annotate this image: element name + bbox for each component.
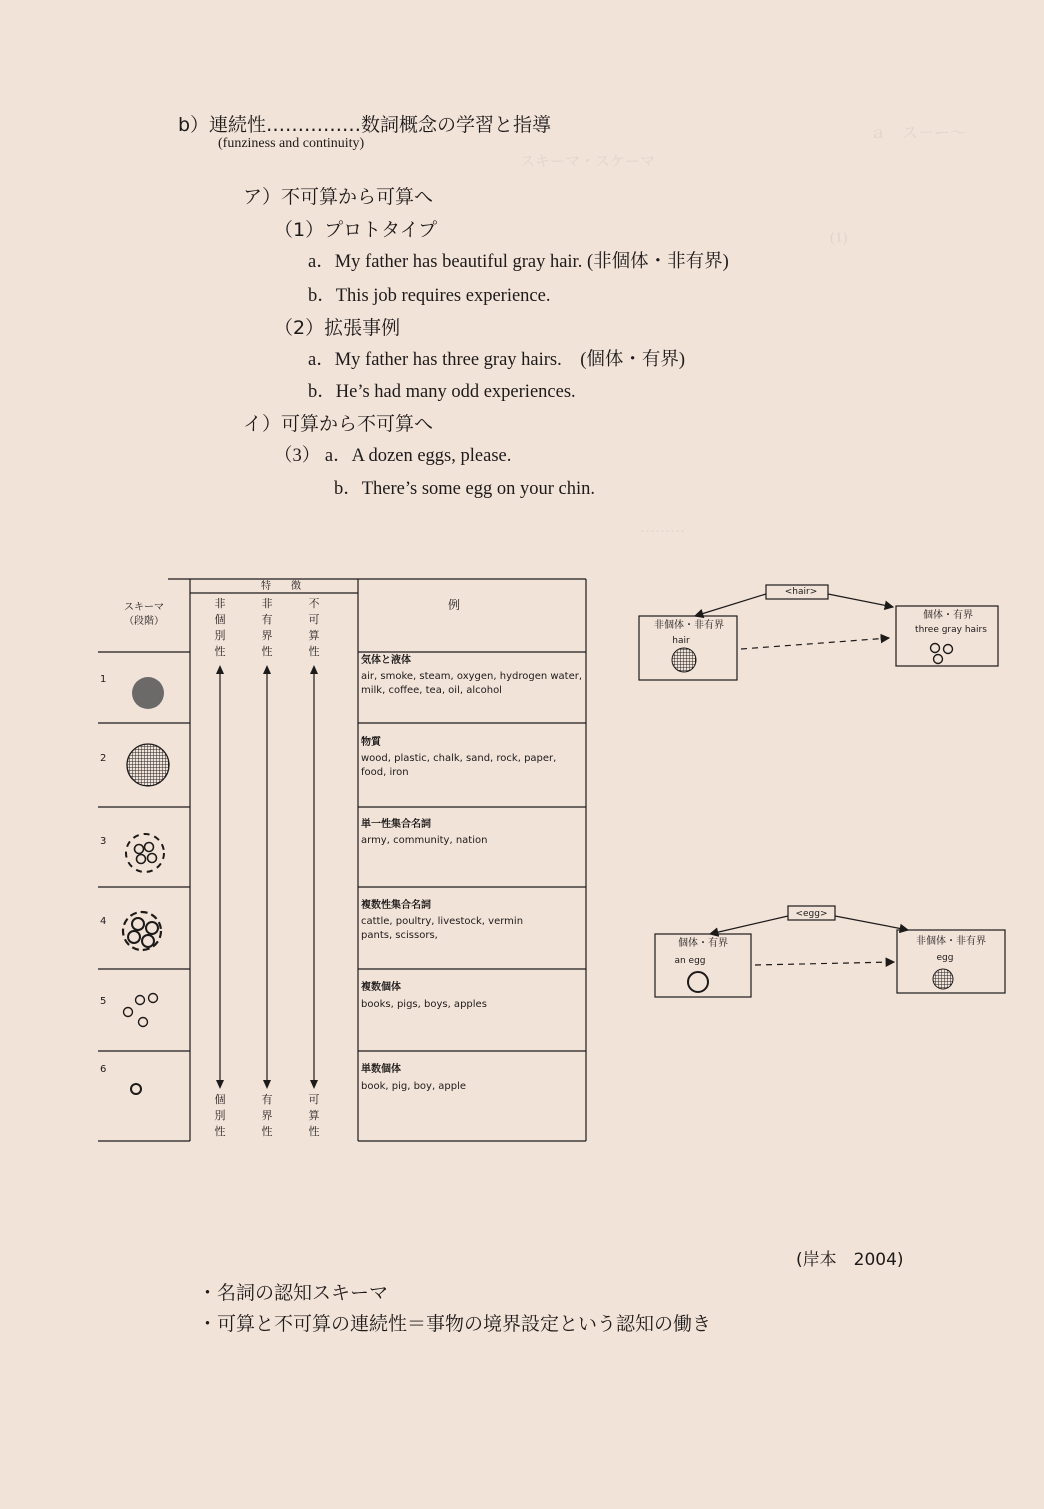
hair-left-word: hair [672,636,690,646]
sentence-2b: b．He’s had many odd experiences. [308,382,576,402]
part-a-heading: ア）不可算から可算へ [243,186,434,208]
section-b-subtitle: (funziness and continuity) [218,136,365,151]
schema-1-icon [132,677,164,709]
row-number: 1 [100,674,107,685]
show-through-text: ……… [640,520,685,536]
sentence-3a: （3） a．A dozen eggs, please. [274,446,512,466]
row-number: 6 [100,1064,107,1075]
row-title: 単一性集合名詞 [361,819,431,830]
hair-diagram-top: <hair> [784,587,818,597]
show-through-text: スキーマ・スケーマ [520,154,656,170]
example-header: 例 [448,598,461,612]
row-examples: books, pigs, boys, apples [361,999,487,1010]
show-through-text: (1) [830,230,848,246]
schema-2-icon [127,744,169,786]
show-through-text: ａ ス－ー～ [870,125,967,142]
sentence-2a: a．My father has three gray hairs. (個体・有界) [308,350,686,370]
schema-6-icon [131,1084,141,1094]
row-examples: book, pig, boy, apple [361,1081,467,1092]
sentence-1a: a．My father has beautiful gray hair. (非個体・非有界) [308,252,729,272]
bullet-item: ・可算と不可算の連続性＝事物の境界設定という認知の働き [198,1313,712,1335]
sentence-1b: b．This job requires experience. [308,286,551,306]
noun-schema-table [96,575,590,1150]
hair-left-title: 非個体・非有界 [654,620,724,631]
feature-top-3: 不可算性 [308,597,320,658]
egg-left-title: 個体・有界 [678,938,728,949]
section-b-heading: b）連続性……………数詞概念の学習と指導 [178,114,552,136]
schema-4-icon [123,912,161,950]
schema-header: スキーマ （段階） [124,602,164,627]
egg-right-title: 非個体・非有界 [916,936,986,947]
row-title: 物質 [361,737,381,748]
hair-right-word: three gray hairs [915,625,987,635]
schema-5-icon [124,994,158,1027]
egg-right-word: egg [936,953,954,963]
hair-right-title: 個体・有界 [923,610,973,621]
citation: (岸本 2004) [796,1250,904,1270]
egg-diagram-top: <egg> [795,909,828,919]
group1-label: （1）プロトタイプ [274,219,438,241]
row-examples: cattle, poultry, livestock, vermin pants, scissors, [361,916,524,941]
row-title: 気体と液体 [361,655,411,666]
feature-bottom-2: 有界性 [261,1093,273,1138]
row-examples: wood, plastic, chalk, sand, rock, paper, food, iron [361,753,557,778]
bullet-item: ・名詞の認知スキーマ [198,1282,389,1304]
schema-3-icon [126,834,164,872]
row-number: 4 [100,916,107,927]
feature-bottom-1: 個別性 [214,1093,226,1138]
row-title: 複数個体 [361,982,401,993]
row-title: 複数性集合名詞 [361,900,431,911]
feature-bottom-3: 可算性 [308,1093,320,1138]
row-examples: army, community, nation [361,835,488,846]
row-number: 5 [100,996,107,1007]
row-number: 2 [100,753,107,764]
sentence-3b: b．There’s some egg on your chin. [334,479,595,499]
feature-top-2: 非有界性 [261,597,273,658]
row-number: 3 [100,836,107,847]
features-header: 特 徴 [261,581,301,592]
part-i-heading: イ）可算から不可算へ [243,413,434,435]
feature-top-1: 非個別性 [214,597,226,658]
group2-label: （2）拡張事例 [274,317,401,339]
egg-left-word: an egg [674,956,706,966]
row-examples: air, smoke, steam, oxygen, hydrogen water, milk, coffee, tea, oil, alcohol [361,671,583,696]
row-title: 単数個体 [361,1064,401,1075]
